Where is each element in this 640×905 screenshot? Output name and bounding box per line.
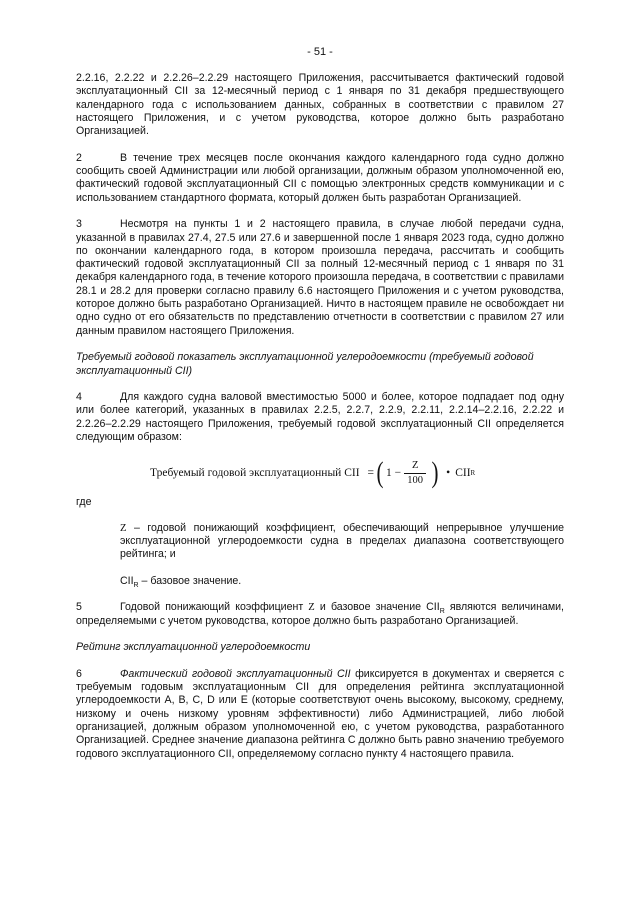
required-cii-formula: Требуемый годовой эксплуатационный CII = ( 1 − $\frac{Z}{100}$ ) • CII R	[150, 456, 476, 490]
paragraph-3	[76, 218, 564, 338]
z-symbol: Z	[120, 522, 127, 534]
formula-numerator: Z	[411, 459, 419, 471]
paragraph-number: 5	[76, 601, 82, 614]
formula-lhs: Требуемый годовой эксплуатационный CII	[150, 466, 360, 479]
paragraph-number: 6	[76, 667, 82, 680]
formula-fraction	[404, 460, 426, 487]
paragraph-text: Несмотря на пункты 1 и 2 настоящего правила, в случае любой передачи судна, указанной в правилах 27.4, 27.5 или 27.6 и завершенной после 1 января 2023 года, судно должно по окончании календарного года, в котором произошла передача, рассчитать и сообщить фактический годовой эксплуатационный CII за полный 12-месячный период с 1 января по 31 декабря календарного года, в течение которого произошла передача, в соответствии с правилами 28.1 и 28.2 для проверки согласно правилу 6.6 настоящего Приложения и с учетом руководства, которое должно быть разработано Организацией. Ничто в настоящем правиле не освобождает ни одно судно от его обязательств по представлению отчетности в соответствии с правилом 27 или данным правилом настоящего Приложения.	[76, 218, 564, 337]
paragraph-5	[76, 601, 564, 628]
paragraph-2	[76, 152, 564, 205]
paragraph-number: 2	[76, 151, 82, 164]
paragraph-number: 3	[76, 218, 82, 231]
paragraph-text: Для каждого судна валовой вместимостью 5000 и более, которое подпадает под одну или более категорий, указанных в правилах 2.2.5, 2.2.7, 2.2.9, 2.2.11, 2.2.14–2.2.16, 2.2.22 и 2.2.26–2.2.29 настоящего Приложения, требуемый годовой эксплуатационный CII определяется следующим образом:	[76, 391, 564, 444]
formula-close-paren: )	[431, 456, 439, 490]
paragraph-text-c: являются величинами, определяемыми с учетом руководства, которое должно быть разработано Организацией.	[76, 601, 564, 627]
paragraph-text: В течение трех месяцев после окончания каждого календарного года судно должно сообщить своей Администрации или любой организации, должным образом уполномоченной ею, фактический годовой эксплуатационный CII с помощью электронных средств коммуникации и с использованием стандартного формата, который должен быть разработан Организацией.	[76, 151, 564, 204]
paragraph-continuation: 2.2.16, 2.2.22 и 2.2.26–2.2.29 настоящего Приложения, рассчитывается фактический годовой эксплуатационный CII за 12-месячный период с 1 января по 31 декабря предшествующего календарного года с использованием данных, собранных в соответствии с правилом 27 настоящего Приложения, и с учетом руководства, которое должно быть разработано Организацией.	[76, 72, 564, 138]
formula-equals: =	[367, 466, 375, 479]
section-heading-required-cii: Требуемый годовой показатель эксплуатационной углеродоемкости (требуемый годовой эксплуатационный CII)	[76, 351, 534, 377]
ciir-symbol: CII	[120, 574, 134, 587]
z-symbol: Z	[308, 602, 315, 614]
ciir-subscript: R	[439, 608, 445, 616]
paragraph-italic-term: Фактический годовой эксплуатационный CII	[120, 667, 351, 680]
definition-z	[120, 522, 564, 562]
paragraph-number: 4	[76, 391, 82, 404]
ciir-subscript: R	[133, 581, 139, 589]
section-heading-rating: Рейтинг эксплуатационной углеродоемкости	[76, 641, 311, 654]
paragraph-4	[76, 391, 564, 444]
paragraph-text-b: и базовое значение CII	[314, 601, 440, 614]
definition-ciir	[120, 575, 564, 588]
paragraph-6	[76, 668, 564, 761]
fraction-bar	[404, 473, 426, 474]
document-body	[76, 72, 564, 774]
formula-dot: •	[446, 466, 451, 479]
page-number: - 51 -	[307, 46, 333, 58]
formula-open-paren: (	[376, 456, 384, 490]
paragraph-text: фиксируется в документах и сверяется с требуемым годовым эксплуатационным CII для определения рейтинга эксплуатационной углеродоемкости A, B, C, D или E (которые соответствуют очень высокому, высокому, среднему, низкому и очень низкому уровням эффективности) либо Администрацией, либо любой организацией, должным образом уполномоченной ею, с учетом руководства, разработанного Организацией. Среднее значение диапазона рейтинга C должно быть равно значению требуемого годового эксплуатационного CII, определяемому согласно пункту 4 настоящего правила.	[76, 667, 564, 760]
formula-denominator: 100	[407, 474, 424, 486]
definition-ciir-text: – базовое значение.	[138, 574, 242, 587]
formula-cii: CII	[455, 466, 471, 479]
where-label: где	[76, 496, 92, 509]
paragraph-text-a: Годовой понижающий коэффициент	[120, 601, 309, 614]
formula-one-minus: 1 −	[386, 466, 402, 479]
definition-z-text: – годовой понижающий коэффициент, обеспечивающий непрерывное улучшение эксплуатационной углеродоемкости судна в пределах диапазона соответствующего рейтинга; и	[120, 521, 564, 561]
